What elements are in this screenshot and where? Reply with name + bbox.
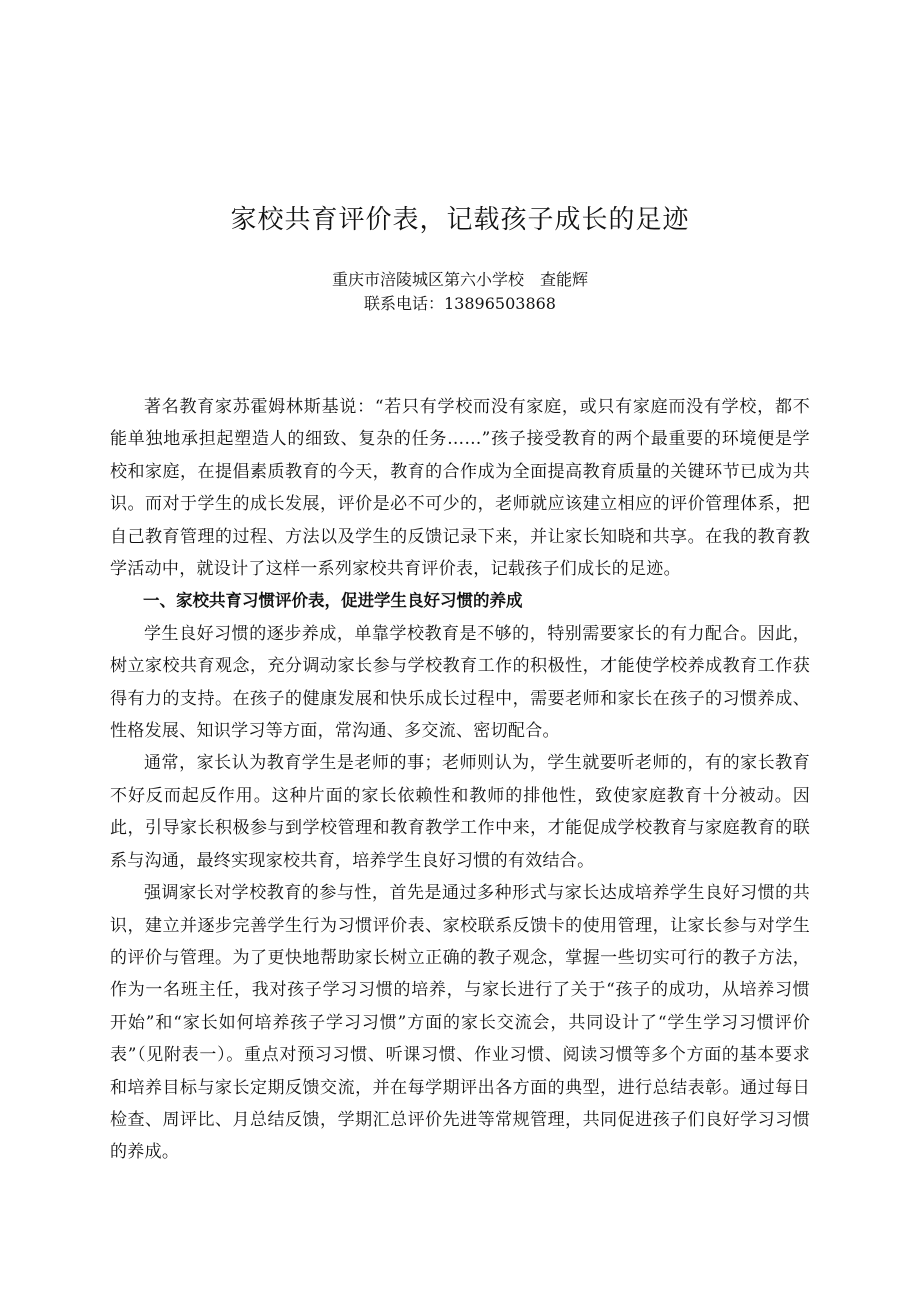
author-line: 重庆市涪陵城区第六小学校 查能辉	[331, 270, 588, 289]
section-heading: 一、家校共育习惯评价表，促进学生良好习惯的养成	[143, 591, 523, 611]
document-title: 家校共育评价表，记载孩子成长的足迹	[230, 205, 690, 235]
document-body	[110, 391, 810, 1169]
section-paragraph: 通常，家长认为教育学生是老师的事；老师则认为，学生就要听老师的，有的家长教育不好反而起反作用。这种片面的家长依赖性和教师的排他性，致使家庭教育十分被动。因此，引导家长积极参与到学校管理和教育教学工作中来，才能促成学校教育与家庭教育的联系与沟通，最终实现家校共育，培养学生良好习惯的有效结合。	[110, 753, 810, 871]
intro-paragraph: 著名教育家苏霍姆林斯基说：“若只有学校而没有家庭，或只有家庭而没有学校，都不能单独地承担起塑造人的细致、复杂的任务……”孩子接受教育的两个最重要的环境便是学校和家庭，在提倡素质教育的今天，教育的合作成为全面提高教育质量的关键环节已成为共识。而对于学生的成长发展，评价是必不可少的，老师就应该建立相应的评价管理体系，把自己教育管理的过程、方法以及学生的反馈记录下来，并让家长知晓和共享。在我的教育教学活动中，就设计了这样一系列家校共育评价表，记载孩子们成长的足迹。	[110, 397, 810, 580]
section-paragraph: 强调家长对学校教育的参与性，首先是通过多种形式与家长达成培养学生良好习惯的共识，建立并逐步完善学生行为习惯评价表、家校联系反馈卡的使用管理，让家长参与对学生的评价与管理。为了更快地帮助家长树立正确的教子观念，掌握一些切实可行的教子方法，作为一名班主任，我对孩子学习习惯的培养，与家长进行了关于“孩子的成功，从培养习惯开始”和“家长如何培养孩子学习习惯”方面的家长交流会，共同设计了“学生学习习惯评价表”（见附表一）。重点对预习习惯、听课习惯、作业习惯、阅读习惯等多个方面的基本要求和培养目标与家长定期反馈交流，并在每学期评出各方面的典型，进行总结表彰。通过每日检查、周评比、月总结反馈，学期汇总评价先进等常规管理，共同促进孩子们良好学习习惯的养成。	[110, 883, 810, 1163]
section-paragraph: 学生良好习惯的逐步养成，单靠学校教育是不够的，特别需要家长的有力配合。因此，树立家校共育观念，充分调动家长参与学校教育工作的积极性，才能使学校养成教育工作获得有力的支持。在孩子的健康发展和快乐成长过程中，需要老师和家长在孩子的习惯养成、性格发展、知识学习等方面，常沟通、多交流、密切配合。	[110, 623, 810, 742]
contact-phone-line: 联系电话：13896503868	[364, 294, 556, 313]
